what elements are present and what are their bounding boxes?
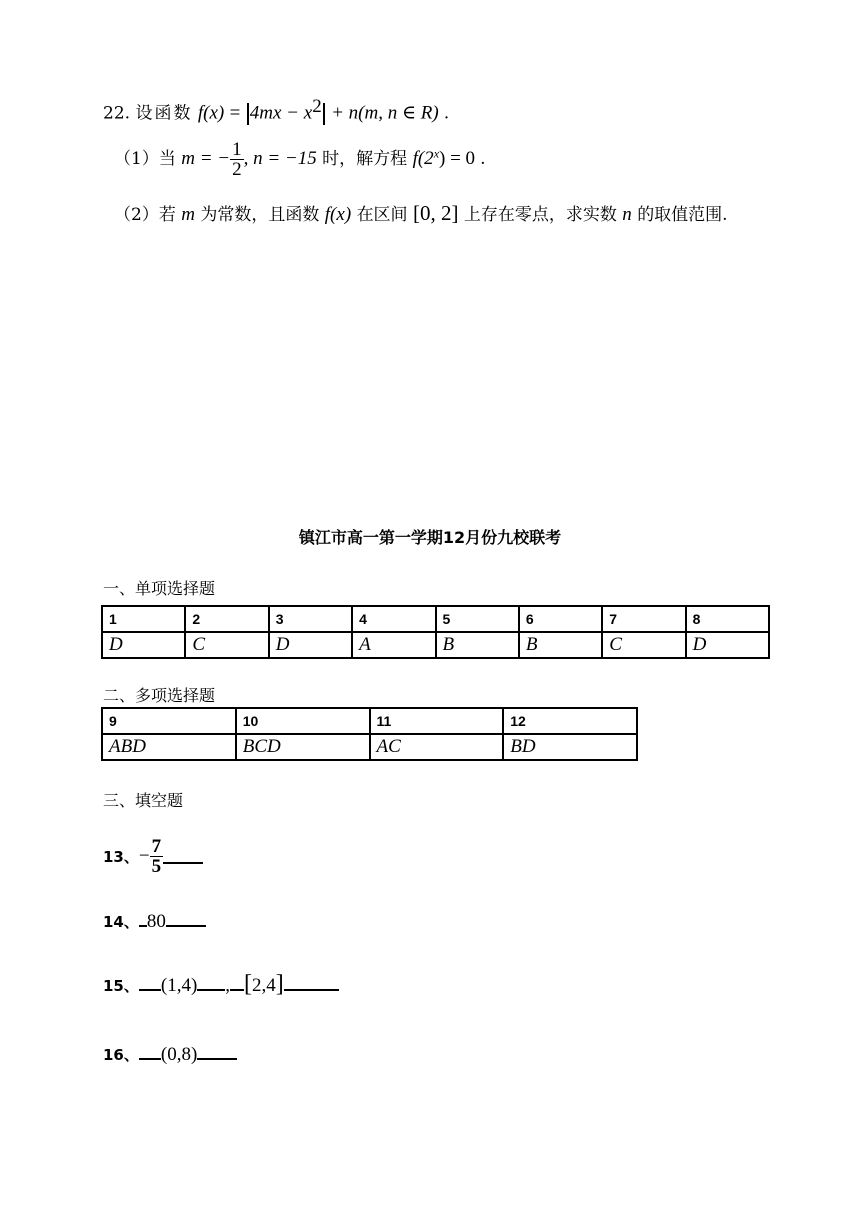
- abs-body: 4mx − x: [249, 102, 313, 124]
- answer-cell: ABD: [102, 734, 236, 760]
- fraction-one-half: [230, 140, 244, 179]
- answer-key-title: 镇江市高一第一学期12月份九校联考: [298, 528, 562, 547]
- question-22-statement: [103, 96, 449, 125]
- section-2-heading: 二、多项选择题: [103, 686, 216, 705]
- answer-cell: AC: [370, 734, 504, 760]
- answer-underline: [197, 987, 225, 991]
- answer-cell: D: [686, 632, 769, 658]
- answer-underline: [139, 987, 161, 991]
- question-number-cell: 5: [436, 606, 519, 632]
- answer-cell: A: [352, 632, 435, 658]
- question-number-cell: 4: [352, 606, 435, 632]
- answer-underline: [163, 860, 203, 864]
- answer-fraction: [150, 837, 164, 876]
- fill-label: 14、: [103, 913, 139, 931]
- fraction-numerator: 1: [232, 139, 242, 160]
- answer-underline: [284, 987, 339, 991]
- question-number-cell: 6: [519, 606, 602, 632]
- question-number-cell: 11: [370, 708, 504, 734]
- answer-value: (0,8): [160, 1044, 198, 1065]
- answer-value-2: 2,4: [252, 975, 276, 996]
- answer-value: 80: [146, 911, 166, 932]
- table-header-row: [102, 606, 769, 632]
- abs-exponent: 2: [312, 96, 322, 117]
- part1-end: .: [480, 148, 486, 169]
- statement-end: .: [444, 102, 449, 124]
- question-number: 22.: [103, 103, 131, 124]
- multiple-choice-answer-table: [101, 707, 638, 761]
- fill-blank-16: [103, 1044, 237, 1066]
- answer-separator: ,: [225, 975, 231, 996]
- answer-underline: [139, 923, 147, 927]
- answer-underline: [230, 987, 244, 991]
- question-number-cell: 3: [269, 606, 352, 632]
- abs-bar-left: [247, 103, 249, 125]
- answer-cell: BCD: [236, 734, 370, 760]
- interval-close-bracket: ]: [275, 971, 284, 997]
- fraction-denominator: 5: [151, 856, 162, 877]
- answer-sign: −: [138, 845, 150, 867]
- question-number-cell: 2: [185, 606, 268, 632]
- function-tail: + n(m, n ∈ R): [331, 102, 439, 124]
- section-3-heading: 三、填空题: [103, 791, 184, 810]
- answer-cell: B: [436, 632, 519, 658]
- answer-cell: BD: [503, 734, 637, 760]
- question-number-cell: 1: [102, 606, 185, 632]
- question-intro: 设函数: [135, 103, 193, 124]
- abs-bar-right: [323, 103, 325, 125]
- part2-fx: f(x): [324, 204, 352, 225]
- part1-equation-rest: ) = 0: [439, 148, 476, 169]
- question-number-cell: 8: [686, 606, 769, 632]
- part1-m-value: m = −: [181, 148, 231, 169]
- table-answer-row: [102, 734, 637, 760]
- question-22-part-1: [114, 140, 485, 179]
- part2-text-d: 上存在零点，求实数: [463, 205, 617, 225]
- answer-cell: B: [519, 632, 602, 658]
- part2-text-a: （2）若: [114, 205, 176, 225]
- fill-label: 15、: [103, 977, 139, 995]
- fill-label: 13、: [103, 848, 139, 866]
- answer-cell: C: [602, 632, 685, 658]
- answer-cell: D: [102, 632, 185, 658]
- fraction-numerator: 7: [151, 836, 162, 857]
- answer-underline: [166, 923, 206, 927]
- section-1-heading: 一、单项选择题: [103, 579, 216, 598]
- interval-open-bracket: [: [244, 971, 253, 997]
- question-number-cell: 7: [602, 606, 685, 632]
- table-header-row: [102, 708, 637, 734]
- part2-n: n: [622, 204, 632, 225]
- answer-cell: C: [185, 632, 268, 658]
- question-number-cell: 12: [503, 708, 637, 734]
- question-number-cell: 9: [102, 708, 236, 734]
- part1-equation-func: f(2: [412, 148, 434, 169]
- fill-blank-14: [103, 911, 206, 933]
- answer-underline: [197, 1056, 237, 1060]
- part1-label: （1）当: [114, 149, 176, 169]
- part2-interval: [0, 2]: [412, 201, 459, 225]
- part1-mid-text: 时，解方程: [322, 149, 408, 169]
- part2-m: m: [181, 204, 195, 225]
- fill-blank-15: [103, 971, 339, 998]
- fill-label: 16、: [103, 1046, 139, 1064]
- equals-sign: =: [229, 102, 241, 124]
- fill-blank-13: [103, 837, 203, 876]
- question-22-part-2: [114, 200, 728, 226]
- answer-underline: [139, 1056, 161, 1060]
- part1-equation-exponent: x: [433, 146, 440, 161]
- answer-cell: D: [269, 632, 352, 658]
- part1-n-value: , n = −15: [243, 148, 317, 169]
- function-name: f(x): [197, 102, 225, 124]
- part2-text-c: 在区间: [356, 205, 408, 225]
- part2-text-b: 为常数，且函数: [200, 205, 320, 225]
- question-number-cell: 10: [236, 708, 370, 734]
- fraction-denominator: 2: [232, 159, 242, 180]
- single-choice-answer-table: [101, 605, 770, 659]
- answer-value-1: (1,4): [160, 975, 198, 996]
- table-answer-row: [102, 632, 769, 658]
- part2-text-e: 的取值范围.: [637, 205, 728, 225]
